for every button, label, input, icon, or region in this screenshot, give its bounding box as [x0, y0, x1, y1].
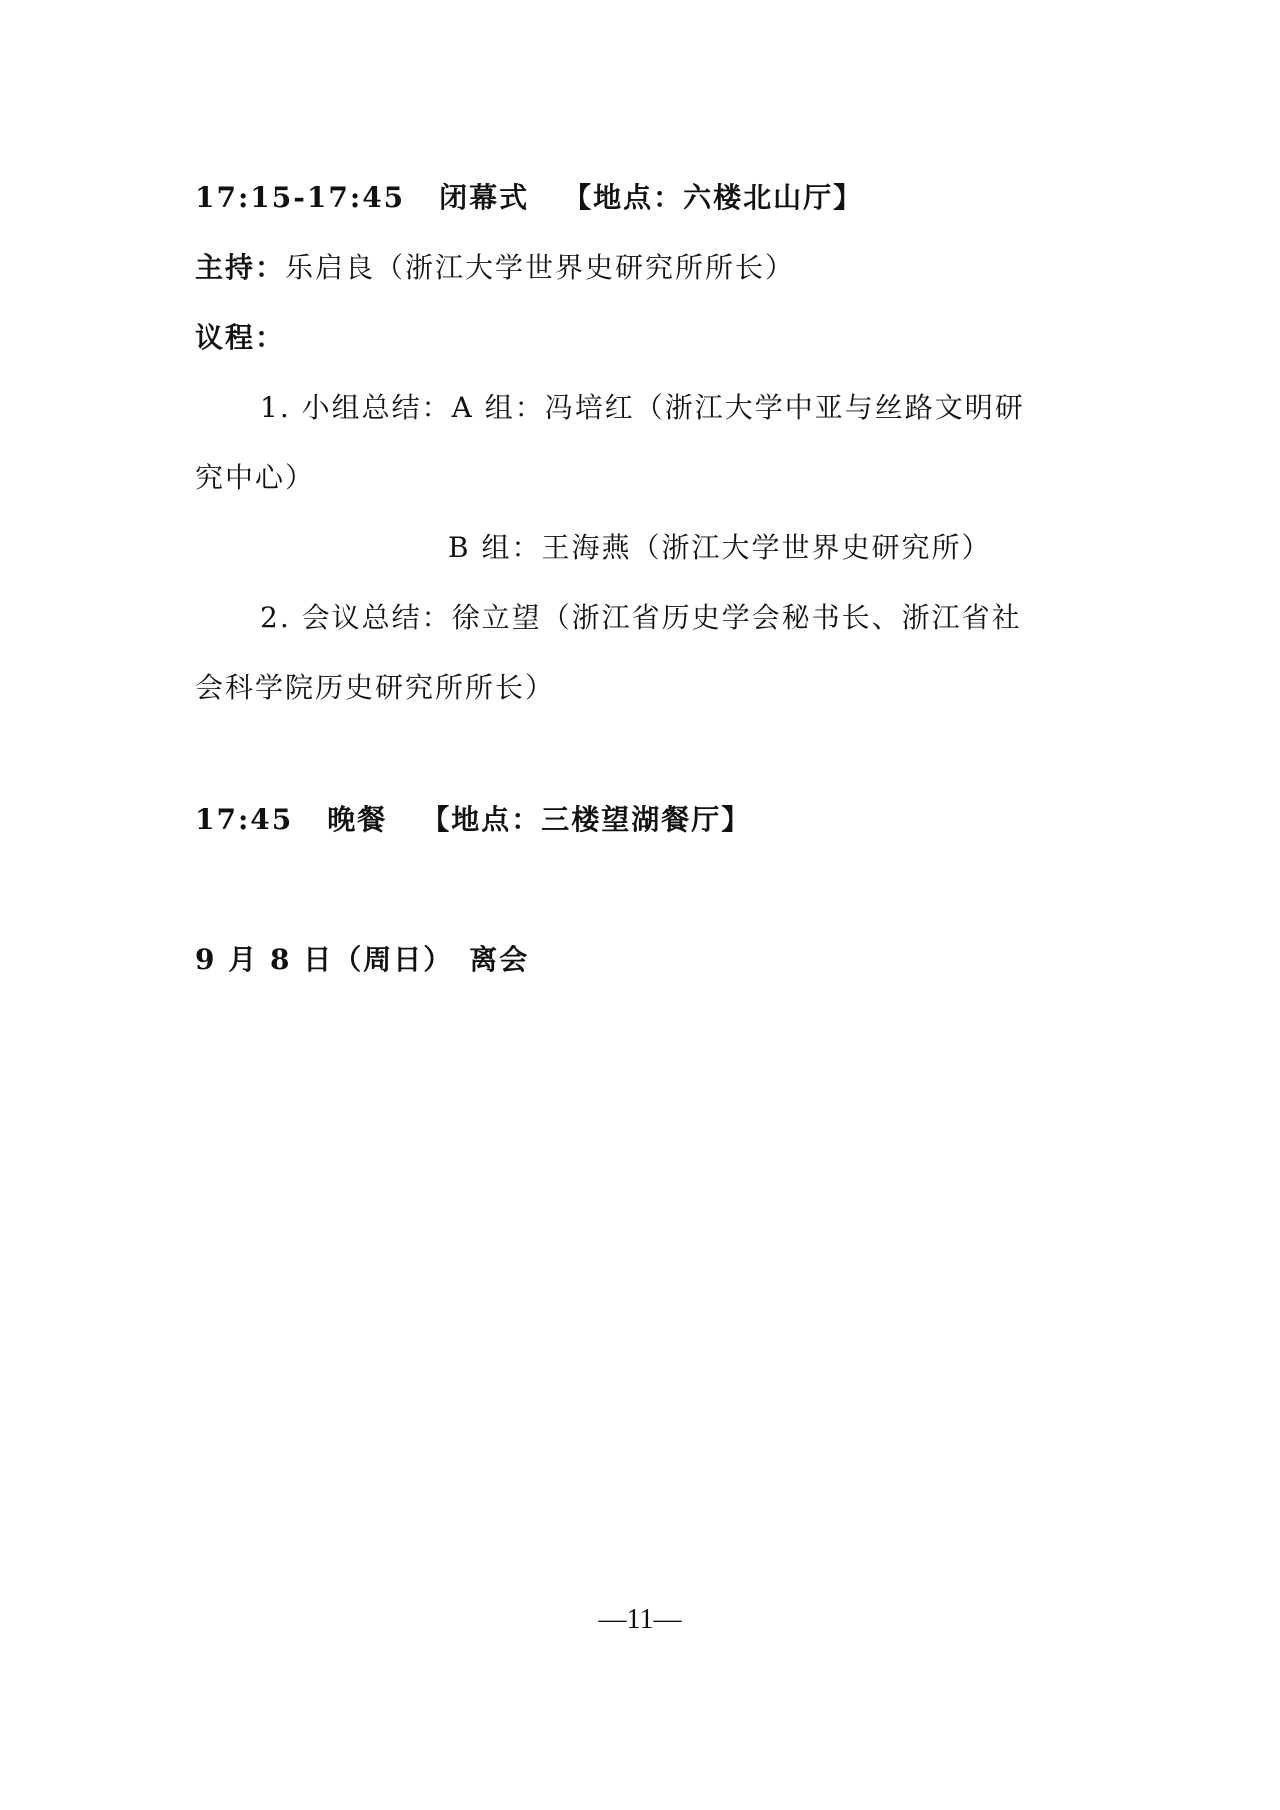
- dinner-location: 【地点：三楼望湖餐厅】: [421, 803, 752, 836]
- closing-time: 17:15-17:45: [195, 181, 406, 214]
- agenda-item-2-line-2: 会科学院历史研究所所长）: [195, 671, 556, 704]
- departure-text: 离会: [469, 943, 530, 976]
- host-label: 主持：: [195, 251, 286, 284]
- agenda-label: 议程：: [195, 321, 286, 354]
- host-line: [195, 248, 795, 288]
- closing-title: 闭幕式: [439, 181, 530, 214]
- agenda-item-2-line-1: 2. 会议总结：徐立望（浙江省历史学会秘书长、浙江省社: [260, 601, 1022, 634]
- host-text: 乐启良（浙江大学世界史研究所所长）: [285, 251, 796, 284]
- closing-location: 【地点：六楼北山厅】: [563, 181, 864, 214]
- agenda-item-1-group-b: B 组：王海燕（浙江大学世界史研究所）: [448, 531, 992, 564]
- dinner-title: 晚餐: [327, 803, 388, 836]
- agenda-item-1-line-2: 究中心）: [195, 461, 316, 494]
- dinner-heading: [195, 800, 751, 840]
- closing-ceremony-heading: [195, 178, 863, 218]
- departure-heading: [195, 940, 529, 980]
- dinner-time: 17:45: [195, 803, 294, 836]
- page-number: —11—: [598, 1604, 682, 1635]
- agenda-item-1-line-1: 1. 小组总结：A 组：冯培红（浙江大学中亚与丝路文明研: [260, 391, 1025, 424]
- departure-date: 9 月 8 日（周日）: [195, 943, 454, 976]
